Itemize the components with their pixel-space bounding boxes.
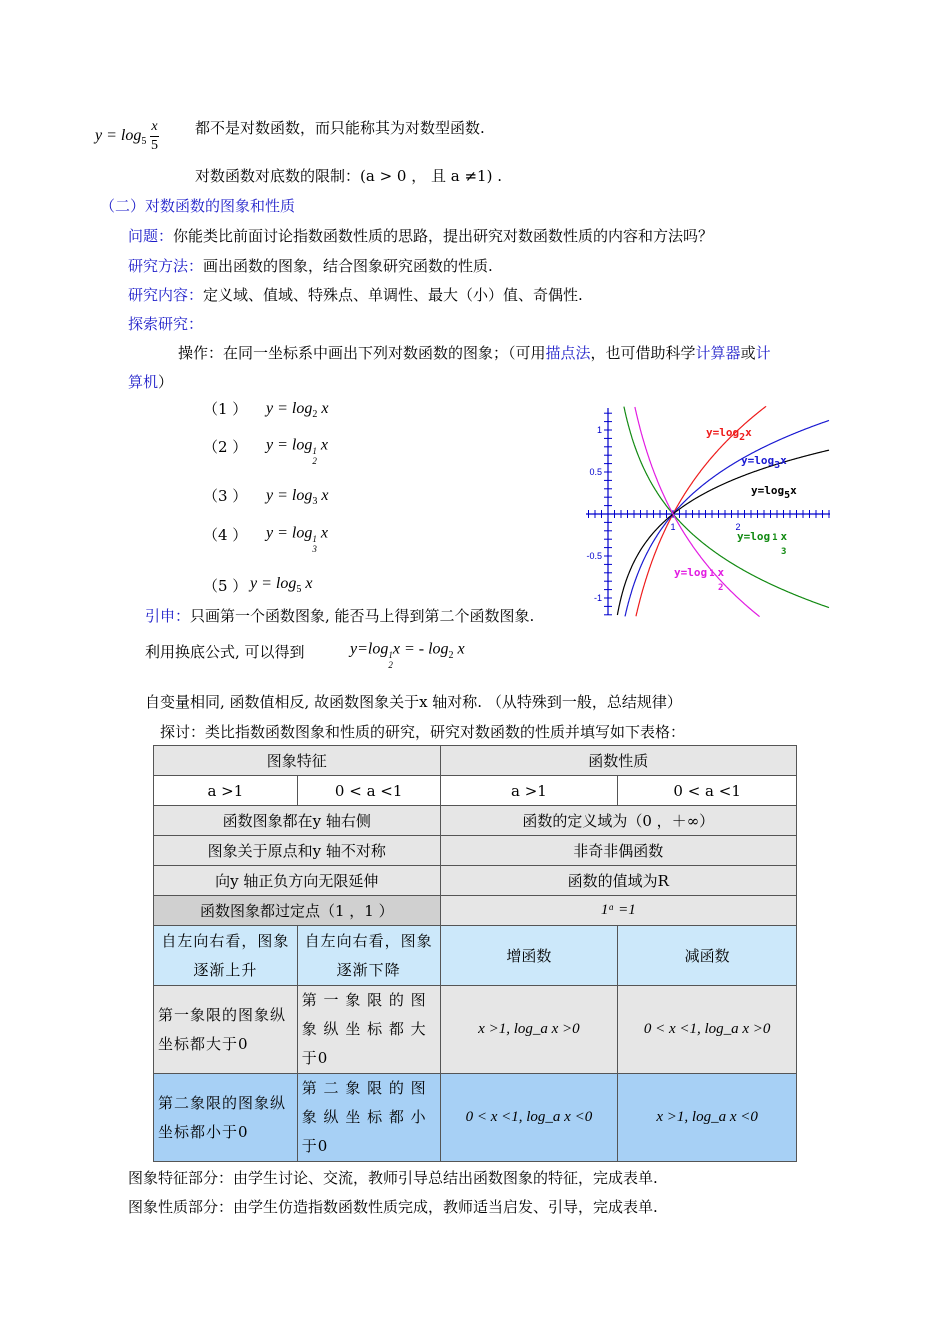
link-plotting[interactable]: 描点法	[545, 344, 591, 362]
link-computer[interactable]: 计	[755, 344, 771, 362]
head-properties: 函数性质	[440, 746, 796, 776]
label-y=log5x: y=log5x	[751, 484, 797, 501]
not-log-text: 都不是对数函数，而只能称其为对数型函数.	[195, 119, 485, 137]
row-range-right: 函数的值域为R	[440, 866, 796, 896]
row-range-left: 向y 轴正负方向无限延伸	[154, 866, 441, 896]
explore-label: 探索研究：	[128, 315, 204, 333]
log-graph	[584, 404, 834, 619]
a-gt-1: a >1	[154, 776, 298, 806]
y-tick-label: 1	[596, 425, 602, 435]
y-tick-label: 0.5	[589, 467, 602, 477]
mono-left-2: 自左向右看，图象逐渐下降	[297, 926, 440, 986]
label-den-y=log1/3x: 3	[781, 547, 787, 557]
discussion-line: 探讨：类比指数函数图象和性质的研究，研究对数函数的性质并填写如下表格：	[160, 723, 686, 741]
q2-right-1: 0 < x <1, log_a x <0	[440, 1074, 618, 1162]
head-features: 图象特征	[154, 746, 441, 776]
y-tick-label: -0.5	[586, 551, 602, 561]
mono-right-1: 增函数	[440, 926, 618, 986]
q2-left-1: 第二象限的图象纵坐标都小于0	[154, 1074, 298, 1162]
func-2: y = log 1 2 x	[266, 436, 328, 466]
label-y=log1/3x: y=log 1 x	[737, 530, 788, 543]
func-num-4: （4 ）	[203, 526, 248, 544]
row-parity-left: 图象关于原点和y 轴不对称	[154, 836, 441, 866]
extension-line: 引申：只画第一个函数图象, 能否马上得到第二个函数图象.	[145, 607, 535, 625]
label-y=log1/2x: y=log 1 x	[674, 566, 725, 579]
formula-intro: 利用换底公式, 可以得到	[145, 643, 305, 661]
func-num-5: （5 ）	[203, 577, 248, 595]
conclusion-line: 自变量相同, 函数值相反, 故函数图象关于x 轴对称. （从特殊到一般，总结规律）	[145, 693, 682, 711]
a-gt-1-r: a >1	[440, 776, 618, 806]
footer-line-1: 图象特征部分：由学生讨论、交流，教师引导总结出函数图象的特征，完成表单.	[128, 1169, 658, 1187]
properties-table	[153, 745, 797, 1162]
label-y=log2x: y=log2x	[706, 426, 752, 443]
mono-left-1: 自左向右看，图象逐渐上升	[154, 926, 298, 986]
func-num-3: （3 ）	[203, 487, 248, 505]
row-domain-right: 函数的定义域为（0 ，＋∞）	[440, 806, 796, 836]
change-base-formula: y=log 1 2 x = - $\log_2 x$	[350, 640, 465, 670]
func-num-1: （1 ）	[203, 400, 248, 418]
label-den-y=log1/2x: 2	[718, 583, 724, 593]
x-tick-label: 2	[735, 522, 741, 532]
func-4: y = log 1 3 x	[266, 524, 328, 554]
method-line: 研究方法：画出函数的图象，结合图象研究函数的性质.	[128, 257, 493, 275]
x-tick-label: 1	[670, 522, 676, 532]
q1-left-2: 第 一 象 限 的 图 象 纵 坐 标 都 大 于0	[297, 986, 440, 1074]
func-1: $y = \log_2 x$	[266, 400, 329, 420]
q1-left-1: 第一象限的图象纵坐标都大于0	[154, 986, 298, 1074]
footer-line-2: 图象性质部分：由学生仿造指数函数性质完成，教师适当启发、引导，完成表单.	[128, 1198, 658, 1216]
row-domain-left: 函数图象都在y 轴右侧	[154, 806, 441, 836]
section-title: （二）对数函数的图象和性质	[100, 197, 296, 215]
func-3: $y = \log_3 x$	[266, 487, 329, 507]
q2-right-2: x >1, log_a x <0	[618, 1074, 797, 1162]
operation-line: 操作：在同一坐标系中画出下列对数函数的图象；（可用描点法，也可借助科学计算器或计	[178, 344, 771, 362]
y-tick-label: -1	[593, 593, 602, 603]
restriction-text: 对数函数对底数的限制：(a > 0 ， 且 a ≠1) .	[195, 167, 502, 185]
q2-left-2: 第 二 象 限 的 图 象 纵 坐 标 都 小 于0	[297, 1074, 440, 1162]
link-calculator[interactable]: 计算器	[695, 344, 741, 362]
label-y=log3x: y=log3x	[741, 454, 787, 471]
intro-formula: $y = \log_5$ $\frac{x}{5}$	[95, 119, 158, 153]
a-lt-1: 0 < a <1	[297, 776, 440, 806]
operation-line-2: 算机）	[128, 373, 174, 391]
func-5: $y = \log_5 x$	[250, 575, 313, 595]
row-fixed-point-right: 1ᵅ =1	[440, 896, 796, 926]
func-num-2: （2 ）	[203, 438, 248, 456]
question-line: 问题：你能类比前面讨论指数函数性质的思路，提出研究对数函数性质的内容和方法吗？	[128, 227, 714, 245]
content-line: 研究内容：定义域、值域、特殊点、单调性、最大（小）值、奇偶性.	[128, 286, 583, 304]
mono-right-2: 减函数	[618, 926, 797, 986]
row-parity-right: 非奇非偶函数	[440, 836, 796, 866]
q1-right-2: 0 < x <1, log_a x >0	[618, 986, 797, 1074]
a-lt-1-r: 0 < a <1	[618, 776, 797, 806]
row-fixed-point-left: 函数图象都过定点（1 ，1 ）	[154, 896, 441, 926]
q1-right-1: x >1, log_a x >0	[440, 986, 618, 1074]
